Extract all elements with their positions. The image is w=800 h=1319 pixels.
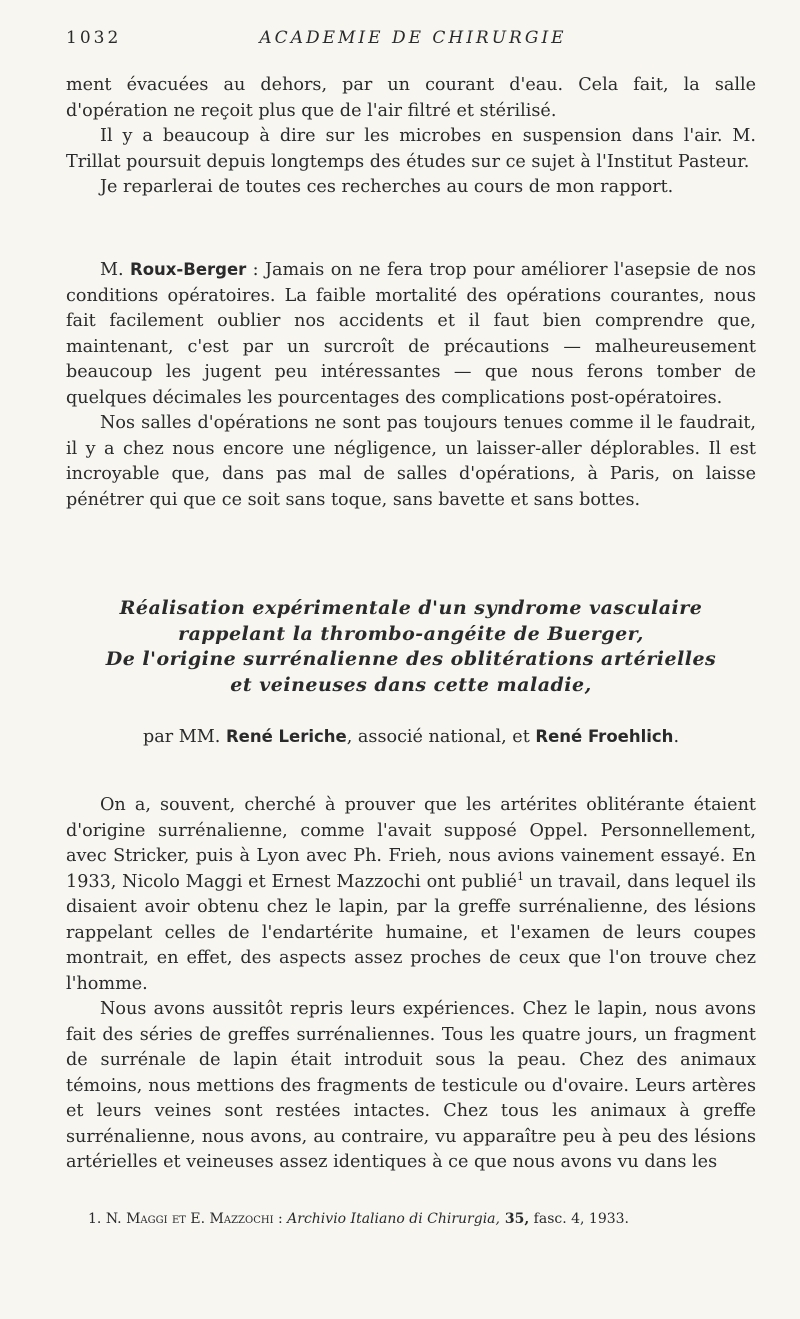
footnote-separator: : (273, 1211, 288, 1227)
author-1: René Leriche (225, 727, 347, 746)
byline-prefix: par MM. (142, 727, 221, 747)
running-header (66, 28, 760, 56)
footnote-authors: N. Maggi et E. Mazzochi (105, 1211, 274, 1227)
footnote-reference: 1 (516, 869, 524, 883)
intro-text-block (66, 73, 756, 201)
discussion-text-block (66, 257, 756, 513)
footnote-journal: Archivio Italiano di Chirurgia, (287, 1211, 500, 1227)
running-title: ACADEMIE DE CHIRURGIE (259, 28, 567, 48)
byline-end: . (673, 727, 680, 747)
article-paragraph-1-end: un travail, dans lequel ils disaient avoir obtenu chez le lapin, par la greffe surrénalienne, des lésions rappelant celles de l'endartérite humaine, et l'examen de leurs coupes montrait, en effet, des aspects assez proches de ceux que l'on trouve chez l'homme. (66, 871, 756, 994)
intro-paragraph-2: Il y a beaucoup à dire sur les microbes en suspension dans l'air. M. Trillat poursuit depuis longtemps des études sur ce sujet à l'Institut Pasteur. (66, 126, 756, 172)
intro-paragraph-1: ment évacuées au dehors, par un courant d'eau. Cela fait, la salle d'opération ne reçoit plus que de l'air filtré et stérilisé. (66, 75, 756, 121)
footnote-rest: fasc. 4, 1933. (529, 1211, 630, 1227)
discussion-paragraph-1-text: : Jamais on ne fera trop pour améliorer l'asepsie de nos conditions opératoires. La faible mortalité des opérations courantes, nous fait facilement oublier nos accidents et il faut bien comprendre que, maintenant, c'est par un surcroît de précautions — malheureusement beaucoup les jugent peu intéressantes — que nous ferons tomber de quelques décimales les pourcentages des complications post-opératoires. (66, 260, 756, 408)
article-title-line-4: et veineuses dans cette maladie, (230, 673, 592, 696)
article-paragraph-1-start: On a, souvent, cherché à prouver que les artérites oblitérante étaient d'origine surrénalienne, comme l'avait supposé Oppel. Personnellement, avec Stricker, puis à Lyon avec Ph. Frieh, nous avions vainement essayé. En 1933, Nicolo Maggi et Ernest Mazzochi ont publié (66, 795, 756, 892)
article-title-line-2: rappelant la thrombo-angéite de Buerger, (178, 622, 644, 645)
speaker-name: Roux-Berger (129, 260, 247, 279)
speaker-prefix: M. (100, 260, 124, 280)
page-number: 1032 (66, 28, 122, 48)
intro-paragraph-3: Je reparlerai de toutes ces recherches au cours de mon rapport. (100, 177, 674, 197)
article-text-block (66, 793, 756, 1176)
article-title-line-3: De l'origine surrénalienne des oblitérations artérielles (105, 648, 717, 670)
author-2: René Froehlich (535, 727, 674, 746)
discussion-paragraph-2: Nos salles d'opérations ne sont pas toujours tenues comme il le faudrait, il y a chez nous encore une négligence, un laisser-aller déplorables. Il est incroyable que, dans pas mal de salles d'opérations, à Paris, on laisse pénétrer qui que ce soit sans toque, sans bavette et sans bottes. (66, 413, 756, 510)
article-title-line-1: Réalisation expérimentale d'un syndrome vasculaire (119, 597, 703, 619)
article-byline (66, 724, 756, 750)
discussion-paragraph-1 (66, 257, 756, 411)
byline-middle: , associé national, et (346, 727, 530, 747)
article-paragraph-1 (66, 793, 756, 997)
footnote-number: 1. (88, 1211, 102, 1227)
article-title (66, 596, 756, 698)
footnote (88, 1209, 748, 1229)
footnote-volume: 35, (499, 1211, 530, 1227)
article-paragraph-2: Nous avons aussitôt repris leurs expériences. Chez le lapin, nous avons fait des séries de greffes surrénaliennes. Tous les quatre jours, un fragment de surrénale de lapin était introduit sous la peau. Chez des animaux témoins, nous mettions des fragments de testicule ou d'ovaire. Leurs artères et leurs veines sont restées intactes. Chez tous les animaux à greffe surrénalienne, nous avons, au contraire, vu apparaître peu à peu des lésions artérielles et veineuses assez identiques à ce que nous avons vu dans les (66, 999, 756, 1172)
